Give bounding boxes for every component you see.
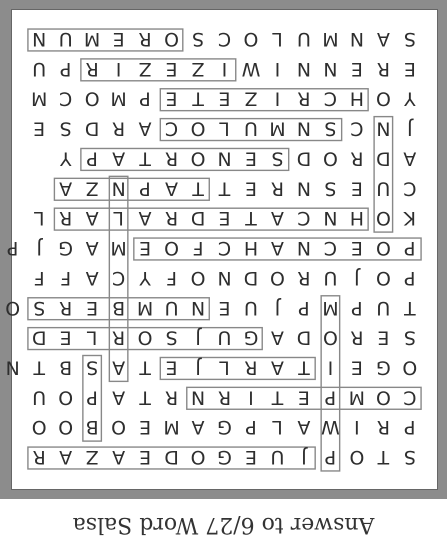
grid-letter: F — [60, 266, 72, 289]
grid-letter: E — [218, 296, 231, 319]
grid-letter: B — [112, 296, 126, 319]
grid-letter: D — [376, 147, 391, 170]
grid-letter: P — [404, 237, 416, 260]
grid-letter: M — [163, 416, 180, 439]
grid-letter: N — [296, 57, 312, 80]
grid-letter: A — [297, 416, 311, 439]
grid-letter: R — [217, 386, 232, 409]
grid-letter: O — [375, 266, 391, 289]
grid-letter: N — [190, 386, 206, 409]
grid-letter: C — [297, 207, 311, 230]
grid-letter: E — [165, 356, 178, 379]
grid-letter: A — [85, 266, 99, 289]
grid-letter: E — [165, 57, 178, 80]
grid-letter: N — [111, 177, 126, 200]
grid-letter: S — [403, 28, 416, 51]
grid-letter: A — [59, 446, 73, 469]
grid-letter: E — [86, 296, 99, 319]
grid-letter: O — [190, 117, 206, 140]
grid-letter: O — [58, 416, 74, 439]
answer-box — [160, 357, 315, 379]
grid-letter: C — [403, 177, 417, 200]
answer-box — [28, 29, 183, 51]
grid-letter: H — [349, 87, 364, 110]
grid-letter: T — [271, 386, 284, 409]
grid-letter: T — [245, 207, 257, 230]
grid-letter: R — [138, 28, 152, 51]
grid-letter: U — [244, 296, 258, 319]
grid-letter: P — [139, 87, 151, 110]
grid-letter: P — [86, 147, 98, 170]
grid-letter: A — [376, 28, 390, 51]
grid-letter: O — [349, 446, 365, 469]
grid-letter: E — [112, 28, 125, 51]
grid-letter: T — [404, 296, 416, 319]
grid-letter: J — [407, 117, 413, 140]
grid-letter: N — [5, 356, 20, 379]
grid-letter: N — [190, 296, 206, 319]
grid-letter: P — [6, 237, 19, 260]
grid-letter: E — [350, 177, 363, 200]
grid-letter: R — [350, 147, 364, 170]
grid-letter: A — [138, 207, 152, 230]
grid-letter: A — [191, 416, 205, 439]
word-search-grid — [5, 9, 438, 490]
grid-letter: A — [270, 356, 284, 379]
grid-letter: E — [33, 117, 46, 140]
letter-cells — [5, 28, 417, 468]
grid-letter: M — [83, 28, 101, 51]
grid-letter: N — [296, 177, 312, 200]
grid-letter: D — [296, 147, 312, 170]
grid-letter: R — [112, 117, 126, 140]
answer-box — [54, 208, 368, 230]
grid-letter: T — [218, 177, 231, 200]
grid-letter: L — [219, 117, 230, 140]
grid-letter: D — [190, 207, 206, 230]
grid-letter: T — [192, 87, 204, 110]
grid-letter: P — [86, 386, 98, 409]
grid-letter: J — [195, 326, 201, 349]
grid-letter: O — [322, 326, 338, 349]
grid-letter: S — [33, 296, 46, 319]
grid-letter: E — [139, 416, 152, 439]
grid-letter: S — [59, 117, 72, 140]
grid-letter: T — [192, 177, 204, 200]
grid-letter: T — [377, 446, 390, 469]
grid-letter: D — [243, 266, 259, 289]
grid-letter: J — [274, 296, 281, 319]
grid-letter: D — [84, 117, 100, 140]
grid-letter: F — [166, 266, 177, 289]
grid-letter: B — [59, 356, 73, 379]
grid-letter: R — [112, 326, 126, 349]
grid-letter: D — [31, 326, 47, 349]
grid-letter: E — [244, 446, 257, 469]
grid-letter: O — [375, 386, 391, 409]
grid-letter: O — [5, 296, 21, 319]
grid-letter: W — [321, 416, 340, 439]
grid-letter: I — [274, 87, 281, 110]
grid-letter: S — [271, 147, 284, 170]
grid-letter: P — [324, 386, 337, 409]
grid-letter: O — [58, 386, 74, 409]
grid-letter: C — [59, 87, 73, 110]
grid-letter: U — [270, 446, 285, 469]
grid-letter: O — [111, 416, 127, 439]
grid-letter: I — [115, 57, 122, 80]
grid-letter: U — [32, 57, 47, 80]
grid-letter: A — [85, 237, 99, 260]
grid-letter: P — [404, 266, 416, 289]
grid-letter: R — [297, 266, 311, 289]
grid-letter: T — [33, 356, 45, 379]
grid-letter: N — [296, 117, 312, 140]
grid-letter: R — [270, 177, 285, 200]
grid-letter: N — [376, 117, 391, 140]
grid-letter: O — [31, 416, 47, 439]
grid-letter: Y — [139, 266, 151, 289]
grid-letter: Z — [85, 446, 99, 469]
grid-letter: C — [111, 266, 126, 289]
grid-letter: K — [403, 207, 417, 230]
grid-letter: O — [190, 147, 206, 170]
grid-letter: A — [270, 207, 284, 230]
grid-letter: L — [113, 207, 124, 230]
grid-letter: E — [403, 57, 416, 80]
grid-letter: M — [269, 117, 286, 140]
grid-letter: G — [376, 356, 391, 379]
grid-letter: C — [217, 28, 232, 51]
grid-letter: R — [85, 57, 99, 80]
grid-letter: G — [217, 416, 232, 439]
grid-letter: R — [297, 87, 311, 110]
grid-letter: L — [219, 356, 230, 379]
grid-letter: M — [110, 87, 127, 110]
grid-letter: O — [243, 28, 259, 51]
grid-letter: D — [164, 446, 179, 469]
grid-letter: E — [59, 326, 72, 349]
grid-letter: M — [322, 28, 339, 51]
grid-letter: E — [377, 326, 390, 349]
grid-letter: I — [221, 57, 228, 80]
grid-letter: R — [350, 326, 364, 349]
grid-letter: Z — [85, 177, 99, 200]
grid-letter: U — [58, 28, 73, 51]
grid-letter: N — [296, 237, 312, 260]
grid-letter: B — [85, 416, 99, 439]
grid-letter: S — [165, 326, 178, 349]
grid-letter: C — [403, 386, 417, 409]
grid-letter: G — [243, 326, 259, 349]
grid-letter: A — [403, 147, 417, 170]
grid-letter: E — [139, 446, 152, 469]
grid-letter: N — [217, 266, 232, 289]
grid-letter: P — [245, 416, 257, 439]
grid-letter: A — [270, 326, 284, 349]
grid-letter: M — [110, 237, 127, 260]
grid-letter: U — [244, 117, 258, 140]
grid-letter: U — [164, 296, 179, 319]
grid-letter: P — [139, 177, 151, 200]
grid-letter: A — [138, 117, 152, 140]
grid-letter: R — [164, 386, 179, 409]
grid-letter: C — [217, 237, 232, 260]
grid-letter: J — [36, 237, 42, 260]
grid-letter: F — [33, 266, 45, 289]
grid-letter: H — [243, 237, 259, 260]
grid-letter: P — [324, 446, 337, 469]
grid-letter: O — [164, 237, 179, 260]
grid-letter: S — [192, 28, 205, 51]
grid-letter: A — [165, 177, 179, 200]
grid-letter: T — [139, 147, 151, 170]
grid-letter: U — [217, 326, 232, 349]
answer-box — [54, 178, 209, 200]
grid-letter: E — [244, 147, 257, 170]
grid-letter: R — [32, 446, 46, 469]
grid-letter: P — [59, 57, 72, 80]
grid-letter: E — [350, 57, 363, 80]
grid-letter: Y — [404, 87, 416, 110]
grid-letter: E — [218, 207, 231, 230]
grid-letter: E — [350, 356, 363, 379]
grid-letter: S — [86, 356, 99, 379]
grid-letter: C — [164, 117, 179, 140]
grid-letter: A — [270, 237, 284, 260]
grid-letter: M — [322, 296, 339, 319]
grid-letter: U — [376, 296, 391, 319]
grid-letter: O — [375, 207, 391, 230]
grid-letter: N — [217, 147, 232, 170]
grid-letter: P — [351, 296, 363, 319]
grid-letter: O — [84, 87, 100, 110]
grid-letter: A — [112, 356, 126, 379]
grid-letter: M — [348, 386, 366, 409]
grid-letter: M — [31, 87, 48, 110]
grid-letter: E — [139, 237, 152, 260]
grid-letter: U — [297, 28, 311, 51]
grid-letter: C — [350, 117, 364, 140]
grid-letter: A — [112, 147, 126, 170]
grid-letter: R — [164, 147, 179, 170]
grid-letter: E — [244, 177, 257, 200]
grid-letter: T — [298, 356, 310, 379]
grid-letter: L — [272, 416, 283, 439]
grid-letter: R — [59, 296, 73, 319]
grid-letter: A — [85, 207, 99, 230]
grid-letter: S — [403, 326, 416, 349]
grid-letter: J — [301, 446, 307, 469]
grid-letter: O — [190, 446, 206, 469]
puzzle-caption: Answer to 6/27 Word Salsa — [72, 512, 375, 537]
grid-letter: I — [327, 356, 334, 379]
grid-letter: D — [296, 326, 312, 349]
grid-letter: F — [192, 237, 204, 260]
grid-letter: J — [195, 356, 201, 379]
grid-letter: C — [323, 237, 338, 260]
grid-letter: A — [112, 386, 126, 409]
grid-letter: R — [164, 207, 179, 230]
grid-letter: M — [136, 296, 154, 319]
grid-letter: S — [324, 177, 337, 200]
grid-letter: I — [354, 416, 360, 439]
grid-letter: I — [274, 57, 281, 80]
grid-letter: A — [112, 446, 126, 469]
grid-letter: Y — [59, 147, 72, 170]
grid-letter: G — [217, 446, 232, 469]
answer-box — [81, 59, 236, 81]
grid-letter: O — [164, 28, 179, 51]
grid-letter: O — [322, 147, 338, 170]
grid-letter: L — [86, 326, 98, 349]
grid-letter: J — [354, 266, 360, 289]
grid-letter: E — [350, 237, 363, 260]
grid-letter: O — [137, 326, 153, 349]
grid-letter: C — [323, 87, 338, 110]
grid-letter: W — [241, 57, 261, 80]
grid-letter: R — [59, 207, 73, 230]
grid-letter: O — [190, 266, 206, 289]
grid-letter: T — [139, 356, 151, 379]
grid-letter: Z — [244, 87, 258, 110]
grid-letter: E — [218, 87, 231, 110]
grid-letter: T — [139, 386, 151, 409]
grid-letter: O — [270, 266, 285, 289]
grid-letter: L — [272, 28, 283, 51]
grid-letter: N — [349, 28, 364, 51]
answer-box — [321, 296, 340, 471]
grid-letter: H — [349, 207, 364, 230]
grid-letter: O — [375, 87, 391, 110]
grid-letter: N — [323, 207, 338, 230]
grid-letter: E — [297, 386, 310, 409]
grid-letter: G — [58, 237, 73, 260]
grid-letter: R — [376, 416, 390, 439]
grid-letter: U — [376, 177, 391, 200]
grid-letter: S — [403, 446, 416, 469]
grid-letter: R — [376, 57, 390, 80]
grid-letter: N — [323, 57, 338, 80]
grid-letter: O — [375, 237, 391, 260]
grid-letter: O — [402, 356, 418, 379]
grid-letter: U — [323, 266, 338, 289]
grid-letter: Z — [191, 57, 205, 80]
grid-letter: L — [33, 207, 45, 230]
grid-letter: A — [59, 177, 73, 200]
grid-letter: I — [248, 386, 254, 409]
grid-letter: E — [165, 87, 178, 110]
grid-letter: P — [404, 416, 416, 439]
grid-letter: N — [32, 28, 47, 51]
grid-letter: Z — [138, 57, 152, 80]
grid-letter: R — [244, 356, 258, 379]
grid-letter: U — [32, 386, 47, 409]
grid-letter: S — [324, 117, 337, 140]
grid-letter: P — [298, 296, 310, 319]
